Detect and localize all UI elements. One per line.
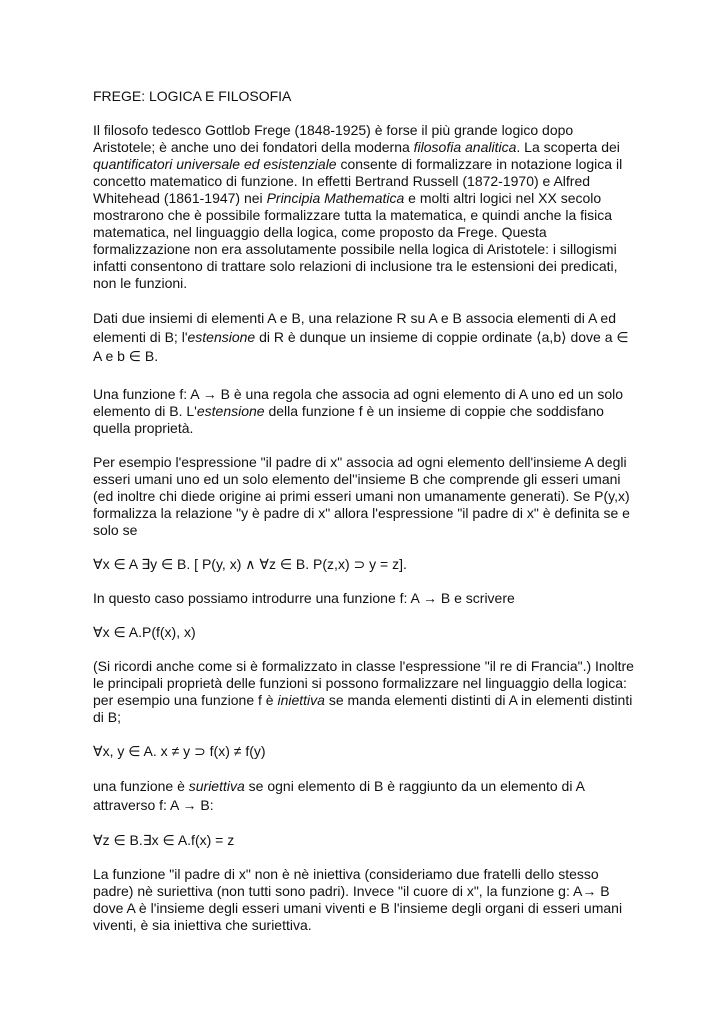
paragraph-example: Per esempio l'espressione "il padre di x" associa ad ogni elemento dell'insieme A degli esseri umani uno ed un solo elemento del''insieme B che comprende gli esseri umani (ed inoltre chi diede origine ai primi esseri umani non umanamente generati). Se P(y,x) formalizza la relazione "y è padre di x" allora l'espressione "il padre di x" è definita se e solo se [93, 454, 630, 538]
text-segment: Il filosofo tedesco Gottlob Frege (1848-1925) è forse il più grande logico dopo Aristotele; è anche uno dei fondatori della moderna [93, 122, 574, 155]
emphasis-text: quantificatori universale ed esistenziale [93, 156, 337, 172]
emphasis-text: Principia Mathematica [266, 190, 405, 206]
text-segment: Dati due insiemi di elementi A e B, una relazione R su A e B associa elementi di A ed elementi di B; l' [93, 310, 616, 345]
text-segment: (Si ricordi anche come si è formalizzato in classe l'espressione "il re di Francia".) Inoltre le principali proprietà delle funzioni si possono formalizzare nel linguaggio della logica: per esempio una funzione f è [93, 658, 634, 708]
paragraph-intro [93, 122, 638, 292]
text-segment: di R è dunque un insieme di coppie ordinate ⟨a,b⟩ dove a ∈ A e b ∈ B. [93, 329, 629, 364]
emphasis-text: estensione [196, 403, 265, 419]
document-body [93, 88, 638, 934]
text-segment: una funzione è [93, 778, 189, 794]
paragraph-relation [93, 309, 638, 366]
paragraph-conclusion: La funzione "il padre di x" non è nè iniettiva (consideriamo due fratelli dello stesso padre) nè suriettiva (non tutti sono padri). Invece "il cuore di x", la funzione g: A→ B dove A è l'insieme degli esseri umani viventi e B l'insieme degli organi di esseri umani viventi, è sia iniettiva che suriettiva. [93, 866, 623, 933]
formula-surjective: ∀z ∈ B.∃x ∈ A.f(x) = z [93, 832, 235, 848]
emphasis-text: suriettiva [188, 778, 245, 794]
text-segment: consente di formalizzare in notazione logica il concetto matematico di funzione. In effetti Bertrand Russell (1872-1970) e Alfred Whitehead (1861-1947) nei [93, 156, 623, 206]
text-segment: se ogni elemento di B è raggiunto da un elemento di A attraverso f: A → B: [93, 778, 585, 813]
paragraph-surjective [93, 777, 638, 815]
text-segment: e molti altri logici nel XX secolo mostrarono che è possibile formalizzare tutta la matematica, e quindi anche la fisica matematica, nel linguaggio della logica, come proposto da Frege. Questa formalizzazione non era assolutamente possibile nella logica di Aristotele: i sillogismi infatti consentono di trattare solo relazioni di inclusione tra le estensioni dei predicati, non le funzioni. [93, 190, 618, 291]
paragraph-injective [93, 658, 638, 726]
text-segment: della funzione f è un insieme di coppie che soddisfano quella proprietà. [93, 403, 604, 436]
emphasis-text: estensione [187, 329, 256, 345]
formula-injective: ∀x, y ∈ A. x ≠ y ⊃ f(x) ≠ f(y) [93, 743, 266, 759]
text-segment: . La scoperta dei [516, 139, 620, 155]
text-segment: se manda elementi distinti di A in elementi distinti di B; [93, 692, 633, 725]
paragraph-introduce-function: In questo caso possiamo introdurre una funzione f: A → B e scrivere [93, 590, 515, 606]
emphasis-text: iniettiva [277, 692, 325, 708]
emphasis-text: filosofia analitica [413, 139, 517, 155]
text-segment: Una funzione f: A → B è una regola che associa ad ogni elemento di A uno ed un solo elemento di B. L' [93, 386, 624, 419]
formula-definition: ∀x ∈ A ∃y ∈ B. [ P(y, x) ∧ ∀z ∈ B. P(z,x) ⊃ y = z]. [93, 556, 407, 572]
paragraph-function [93, 386, 638, 437]
formula-function: ∀x ∈ A.P(f(x), x) [93, 624, 196, 640]
document-title: FREGE: LOGICA E FILOSOFIA [93, 88, 292, 104]
